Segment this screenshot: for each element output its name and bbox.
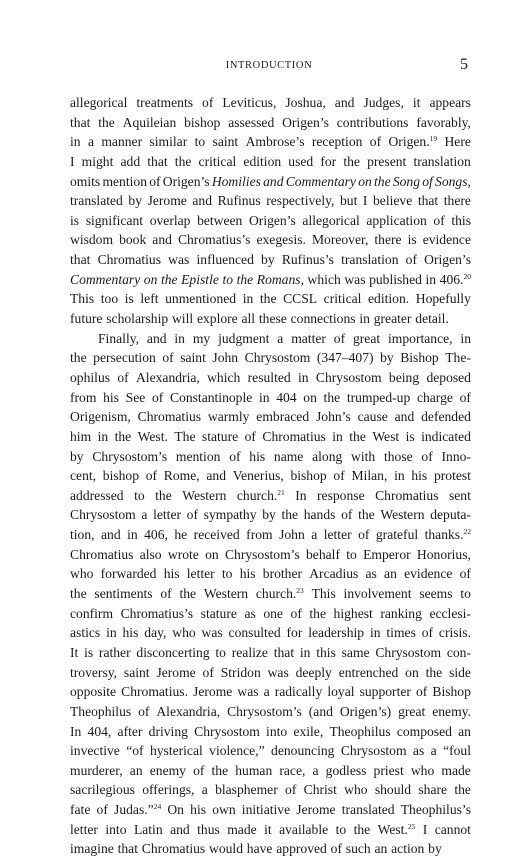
text-line: sacrilegious offerings, a blasphemer of Christ who should share the [70,782,471,798]
text-line: Chrysostom a letter of sympathy by the hands of the Western deputa- [70,507,471,523]
text-line: invective “of hysterical violence,” denouncing Chrysostom as a “foul [70,743,471,759]
text-line: This too is left unmentioned in the CCSL critical edition. Hopefully [70,291,471,307]
text-line: that the Aquileian bishop assessed Origen’s contributions favorably, [70,114,471,130]
footnote-ref: 23 [296,586,304,596]
text-line: the sentiments of the Western church.$^{23}$ This involvement seems to [70,586,471,602]
running-head [70,56,468,76]
text-line: Finally, and in my judgment a matter of great importance, in [98,330,471,346]
text-line: wisdom book and Chromatius’s exegesis. Moreover, there is evidence [70,232,471,248]
text-line: letter into Latin and thus made it available to the West.$^{25}$ I cannot [70,821,471,837]
footnote-ref: 21 [277,487,285,497]
text-line: omits mention of Origen’s Homilies and Commentary on the Song of Songs, [70,173,471,189]
text-line: from his See of Constantinople in 404 on the trumped-up charge of [70,389,471,405]
body-text [70,93,471,859]
text-line: confirm Chromatius’s stature as one of the highest ranking ecclesi- [70,605,471,621]
text-line: cent, bishop of Rome, and Venerius, bishop of Milan, in his protest [70,468,471,484]
page-number: 5 [460,56,468,73]
text-line: I might add that the critical edition used for the present translation [70,153,471,169]
text-line: in a manner similar to saint Ambrose’s reception of Origen.$^{19}$ Here [70,134,471,150]
text-line: is significant overlap between Origen’s allegorical application of this [70,212,471,228]
text-line: fate of Judas.”$^{24}$ On his own initiative Jerome translated Theophilus’s [70,802,471,818]
text-line: It is rather disconcerting to realize that in this same Chrysostom con- [70,644,471,660]
text-line: ophilus of Alexandria, which resulted in Chrysostom being deposed [70,369,471,385]
text-line: translated by Jerome and Rufinus respectively, but I believe that there [70,193,471,209]
text-line: tion, and in 406, he received from John a letter of grateful thanks.$^{22}$ [70,527,471,543]
footnote-ref: 19 [429,134,438,144]
text-line: by Chrysostom’s mention of his name along with those of Inno- [70,448,471,464]
text-line: imagine that Chromatius would have approved of such an action by [70,841,442,857]
text-line: the persecution of saint John Chrysostom (347–407) by Bishop The- [70,350,471,366]
text-line: Chromatius also wrote on Chrysostom’s behalf to Emperor Honorius, [70,546,471,562]
footnote-ref: 24 [153,802,162,812]
text-line: In 404, after driving Chrysostom into exile, Theophilus composed an [70,723,471,739]
text-line: murderer, an enemy of the human race, a godless priest who made [70,762,471,778]
footnote-ref: 22 [463,527,471,537]
text-line: troversy, saint Jerome of Stridon was deeply entrenched on the side [70,664,471,680]
text-line: that Chromatius was influenced by Rufinus’s translation of Origen’s [70,252,471,268]
text-line: opposite Chromatius. Jerome was a radically loyal supporter of Bishop [70,684,471,700]
footnote-ref: 20 [463,271,471,281]
running-title: INTRODUCTION [225,60,313,71]
text-line: addressed to the Western church.$^{21}$ In response Chromatius sent [70,487,471,503]
text-line: Commentary on the Epistle to the Romans, which was published in 406.20 [70,271,471,287]
footnote-ref: 25 [407,821,416,831]
text-line: him in the West. The stature of Chromatius in the West is indicated [70,428,471,444]
text-line: allegorical treatments of Leviticus, Joshua, and Judges, it appears [70,95,471,110]
text-line: future scholarship will explore all these connections in greater detail. [70,311,449,327]
text-line: astics in his day, who was consulted for leadership in times of crisis. [70,625,471,641]
text-line: Theophilus of Alexandria, Chrysostom’s (and Origen’s) great enemy. [70,703,471,719]
text-line: Origenism, Chromatius warmly embraced John’s cause and defended [70,409,471,425]
text-line: who forwarded his letter to his brother Arcadius as an evidence of [70,566,471,582]
